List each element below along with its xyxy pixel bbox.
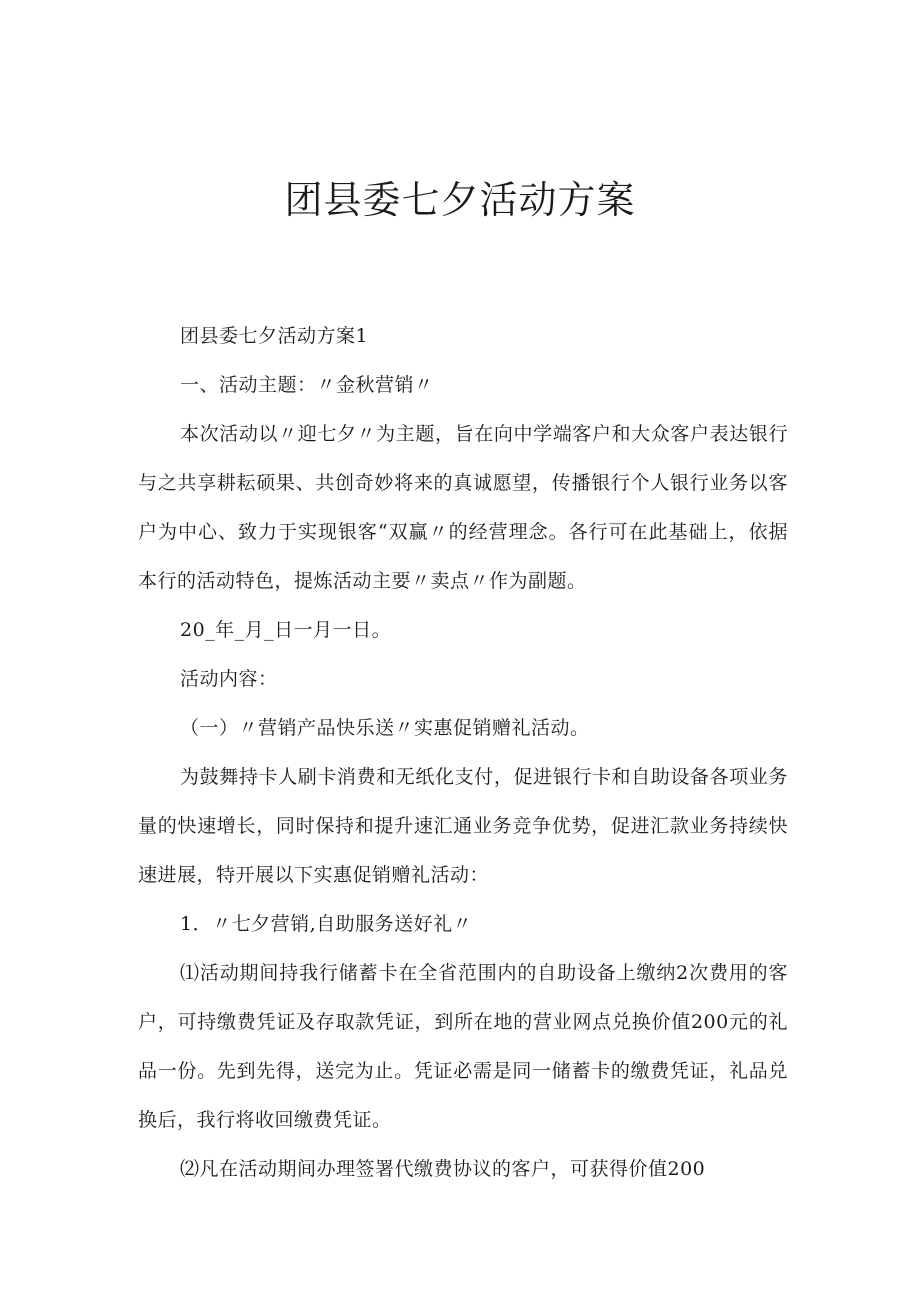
list-item-heading: 1．〃七夕营销,自助服务送好礼〃 bbox=[180, 913, 473, 935]
document-body bbox=[138, 312, 788, 1194]
subsection-heading: （一）〃营销产品快乐送〃实惠促销赠礼活动。 bbox=[180, 717, 590, 739]
body-paragraph: 本次活动以〃迎七夕〃为主题，旨在向中学端客户和大众客户表达银行与之共享耕耘硕果、共创奇妙将来的真诚愿望，传播银行个人银行业务以客户为中心、致力于实现银客“双赢〃的经营理念。各行可在此基础上，依据本行的活动特色，提炼活动主要〃卖点〃作为副题。 bbox=[138, 423, 788, 592]
document-title: 团县委七夕活动方案 bbox=[284, 178, 636, 222]
body-paragraph: ⑵凡在活动期间办理签署代缴费协议的客户，可获得价值200 bbox=[180, 1158, 706, 1180]
body-paragraph: 为鼓舞持卡人刷卡消费和无纸化支付，促进银行卡和自助设备各项业务量的快速增长，同时保持和提升速汇通业务竞争优势，促进汇款业务持续快速进展，特开展以下实惠促销赠礼活动： bbox=[138, 766, 788, 886]
date-line: 20_年_月_日一月一日。 bbox=[180, 619, 392, 641]
theme-heading: 一、活动主题：〃金秋营销〃 bbox=[180, 374, 434, 396]
content-heading: 活动内容： bbox=[180, 668, 278, 690]
section-heading: 团县委七夕活动方案1 bbox=[180, 325, 369, 347]
body-paragraph: ⑴活动期间持我行储蓄卡在全省范围内的自助设备上缴纳2次费用的客户，可持缴费凭证及存取款凭证，到所在地的营业网点兑换价值200元的礼品一份。先到先得，送完为止。凭证必需是同一储蓄卡的缴费凭证，礼品兑换后，我行将收回缴费凭证。 bbox=[138, 962, 788, 1131]
